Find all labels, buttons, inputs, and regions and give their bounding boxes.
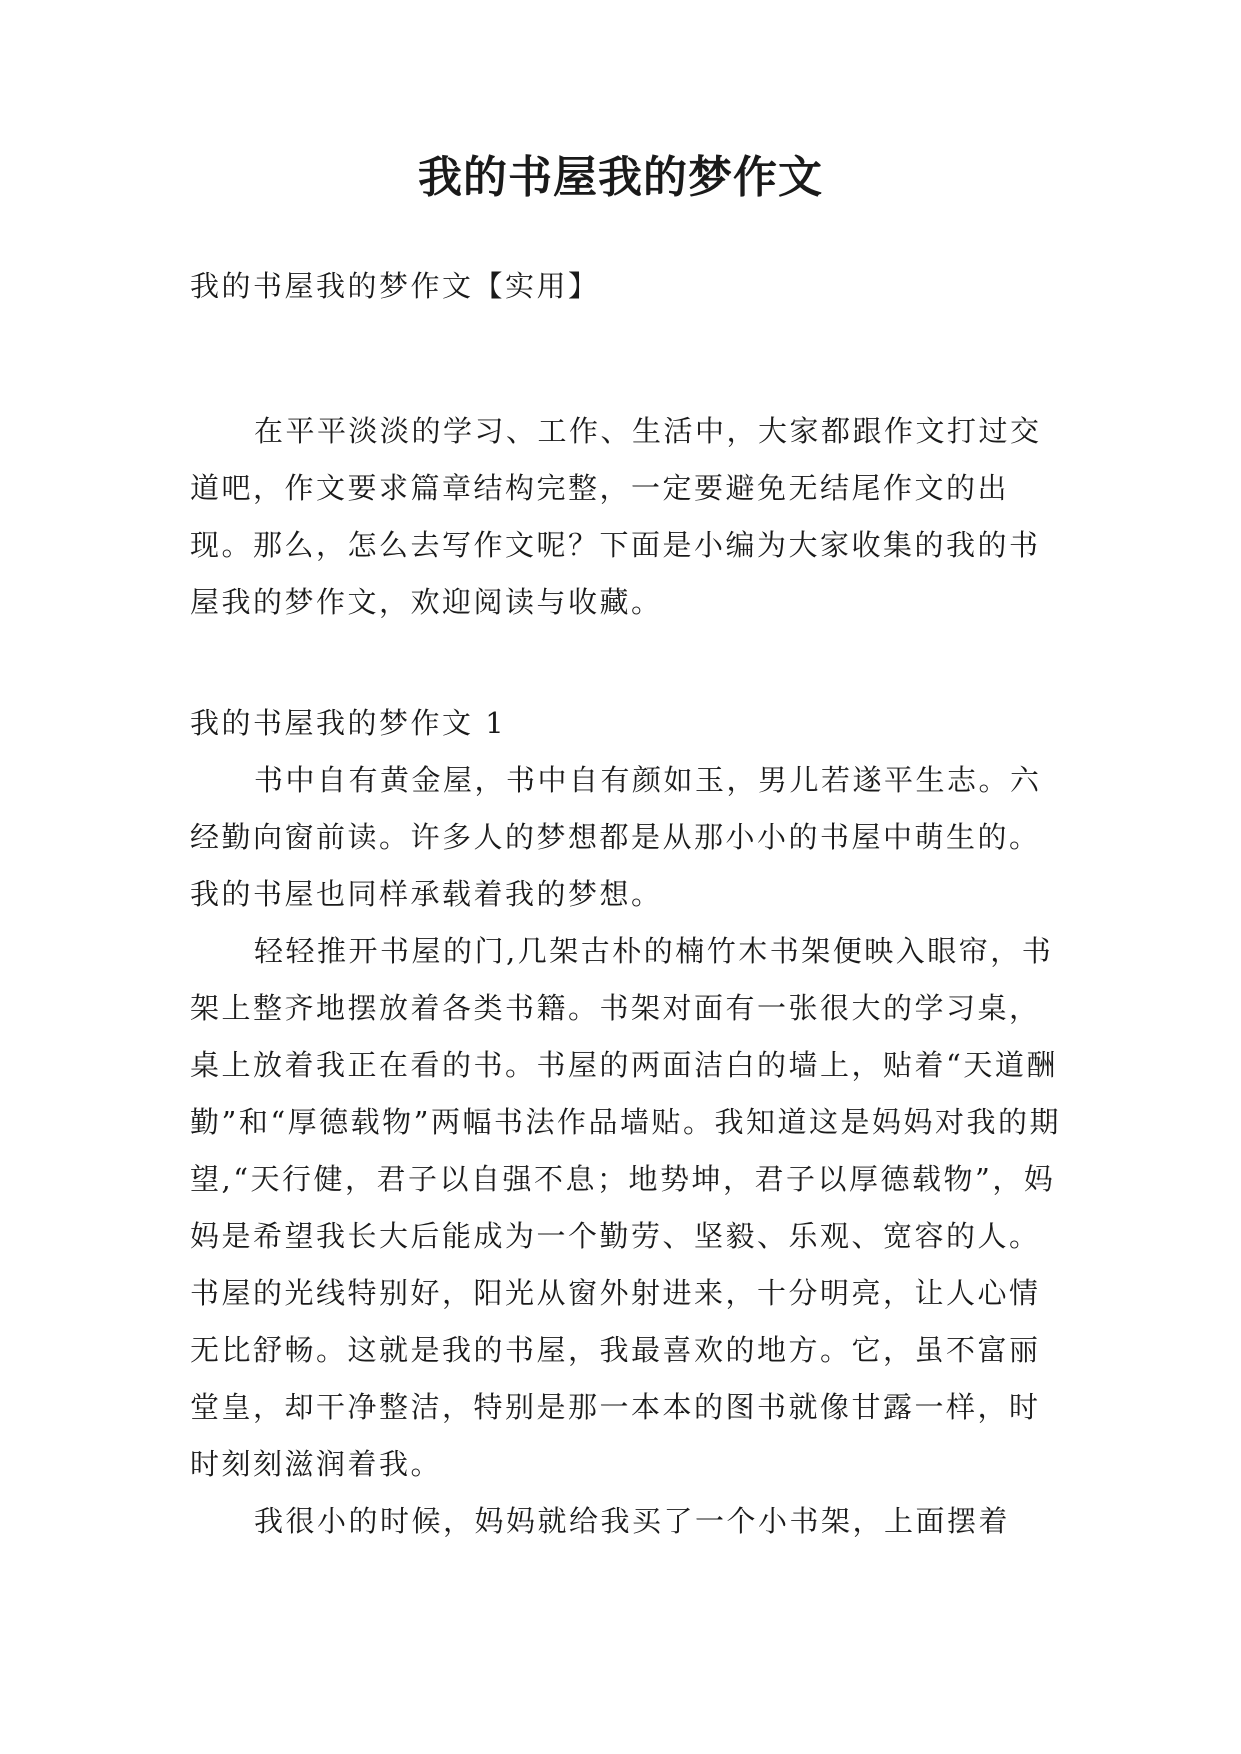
- section-heading: 我的书屋我的梦作文 1: [190, 706, 507, 740]
- document-title: 我的书屋我的梦作文: [418, 152, 823, 203]
- document-subtitle: 我的书屋我的梦作文【实用】: [190, 269, 600, 303]
- intro-paragraph: 在平平淡淡的学习、工作、生活中，大家都跟作文打过交道吧，作文要求篇章结构完整，一定要避免无结尾作文的出现。那么，怎么去写作文呢？下面是小编为大家收集的我的书屋我的梦作文，欢迎阅读与收藏。: [190, 414, 1042, 619]
- essay-paragraph: 轻轻推开书屋的门,几架古朴的楠竹木书架便映入眼帘，书架上整齐地摆放着各类书籍。书架对面有一张很大的学习桌，桌上放着我正在看的书。书屋的两面洁白的墙上，贴着“天道酬勤”和“厚德载物”两幅书法作品墙贴。我知道这是妈妈对我的期望,“天行健，君子以自强不息；地势坤，君子以厚德载物”，妈妈是希望我长大后能成为一个勤劳、坚毅、乐观、宽容的人。书屋的光线特别好，阳光从窗外射进来，十分明亮，让人心情无比舒畅。这就是我的书屋，我最喜欢的地方。它，虽不富丽堂皇，却干净整洁，特别是那一本本的图书就像甘露一样，时时刻刻滋润着我。: [190, 934, 1061, 1481]
- essay-body: [190, 752, 1070, 1550]
- essay-paragraph: 我很小的时候，妈妈就给我买了一个小书架，上面摆着: [254, 1504, 1011, 1538]
- essay-paragraph: 书中自有黄金屋，书中自有颜如玉，男儿若遂平生志。六经勤向窗前读。许多人的梦想都是从那小小的书屋中萌生的。我的书屋也同样承载着我的梦想。: [190, 763, 1042, 911]
